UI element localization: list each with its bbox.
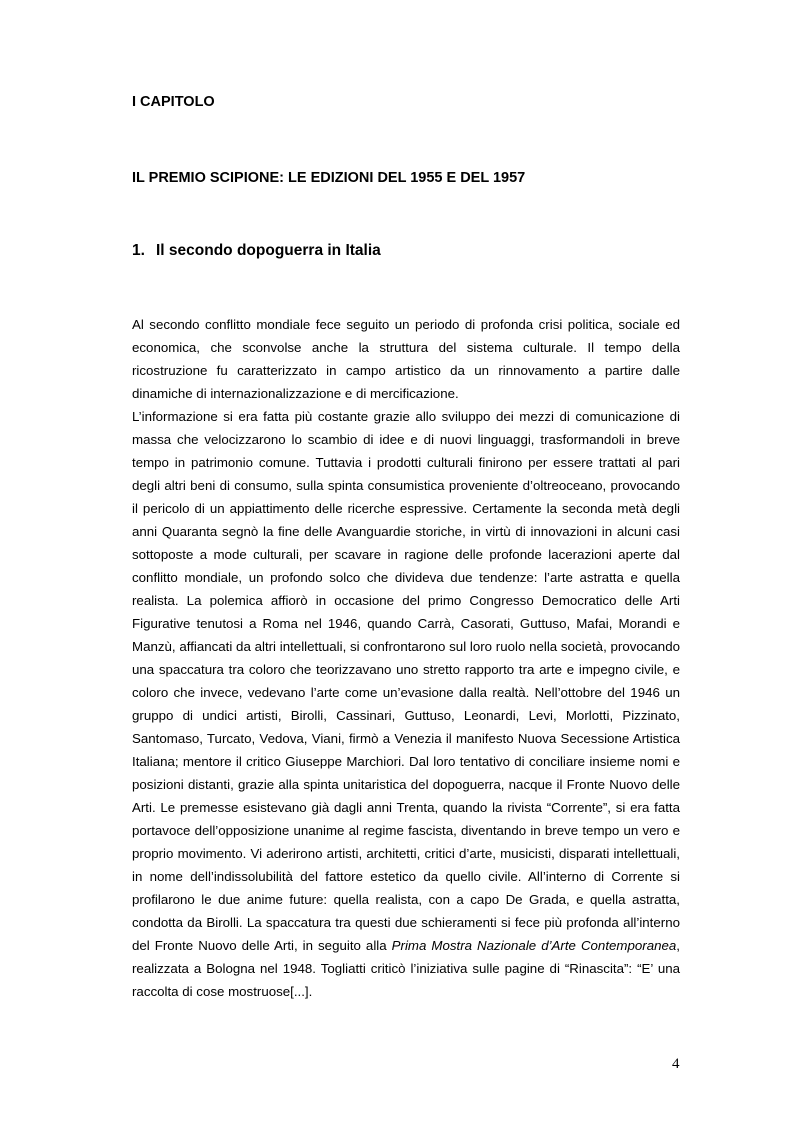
paragraph-1: Al secondo conflitto mondiale fece seguito un periodo di profonda crisi politica, sociale ed economica, che sconvolse anche la struttura del sistema culturale. Il tempo della ricostruzione fu caratterizzato in campo artistico da un rinnovamento a partire dalle dinamiche di internazionalizzazione e di mercificazione. (132, 317, 680, 401)
page-number: 4 (672, 1056, 680, 1072)
exhibition-title-italic: Prima Mostra Nazionale d’Arte Contemporanea (391, 938, 677, 953)
chapter-heading: I CAPITOLO (132, 94, 215, 110)
chapter-title: IL PREMIO SCIPIONE: LE EDIZIONI DEL 1955 E DEL 1957 (132, 170, 526, 186)
paragraph-2 (132, 405, 680, 1003)
paragraph-2-text-a: L’informazione si era fatta più costante grazie allo sviluppo dei mezzi di comunicazione di massa che velocizzarono lo scambio di idee e di nuovi linguaggi, trasformandoli in breve tempo in patrimonio comune. Tuttavia i prodotti culturali finirono per essere trattati al pari degli altri beni di consumo, sulla spinta consumistica proveniente d’oltreoceano, provocando il pericolo di un appiattimento delle ricerche espressive. Certamente la seconda metà degli anni Quaranta segnò la fine delle Avanguardie storiche, in virtù di innovazioni in alcuni casi sottoposte a mode culturali, per scavare in ragione delle profonde lacerazioni aperte dal conflitto mondiale, un profondo solco che divideva due tendenze: l’arte astratta e quella realista. La polemica affiorò in occasione del primo Congresso Democratico delle Arti Figurative tenutosi a Roma nel 1946, quando Carrà, Casorati, Guttuso, Mafai, Morandi e Manzù, affiancati da altri intellettuali, si confrontarono sul loro ruolo nella società, provocando una spaccatura tra coloro che teorizzavano uno stretto rapporto tra arte e impegno civile, e coloro che invece, vedevano l’arte come un’evasione dalla realtà. Nell’ottobre del 1946 un gruppo di undici artisti, Birolli, Cassinari, Guttuso, Leonardi, Levi, Morlotti, Pizzinato, Santomaso, Turcato, Vedova, Viani, firmò a Venezia il manifesto Nuova Secessione Artistica Italiana; mentore il critico Giuseppe Marchiori. Dal loro tentativo di conciliare insieme nomi e posizioni distanti, grazie alla spinta unitaristica del dopoguerra, nacque il Fronte Nuovo delle Arti. Le premesse esistevano già dagli anni Trenta, quando la rivista “Corrente”, si era fatta portavoce dell’opposizione unanime al regime fascista, diventando in breve tempo un vero e proprio movimento. Vi aderirono artisti, architetti, critici d’arte, musicisti, disparati intellettuali, in nome dell’indissolubilità del fattore estetico da quello civile. All’interno di Corrente si profilarono le due anime future: quella realista, con a capo De Grada, e quella astratta, condotta da Birolli. La spaccatura tra questi due schieramenti si fece più profonda all’interno del Fronte Nuovo delle Arti, in seguito alla (132, 409, 680, 953)
body-text (132, 313, 680, 1003)
section-number: 1. (132, 242, 145, 259)
section-heading (132, 242, 381, 260)
section-title: Il secondo dopoguerra in Italia (156, 242, 381, 259)
paragraph-2-text-b: , realizzata a Bologna nel 1948. Togliatti criticò l’iniziativa sulle pagine di “Rinascita”: “E’ una raccolta di cose mostruose[...]. (132, 938, 680, 999)
